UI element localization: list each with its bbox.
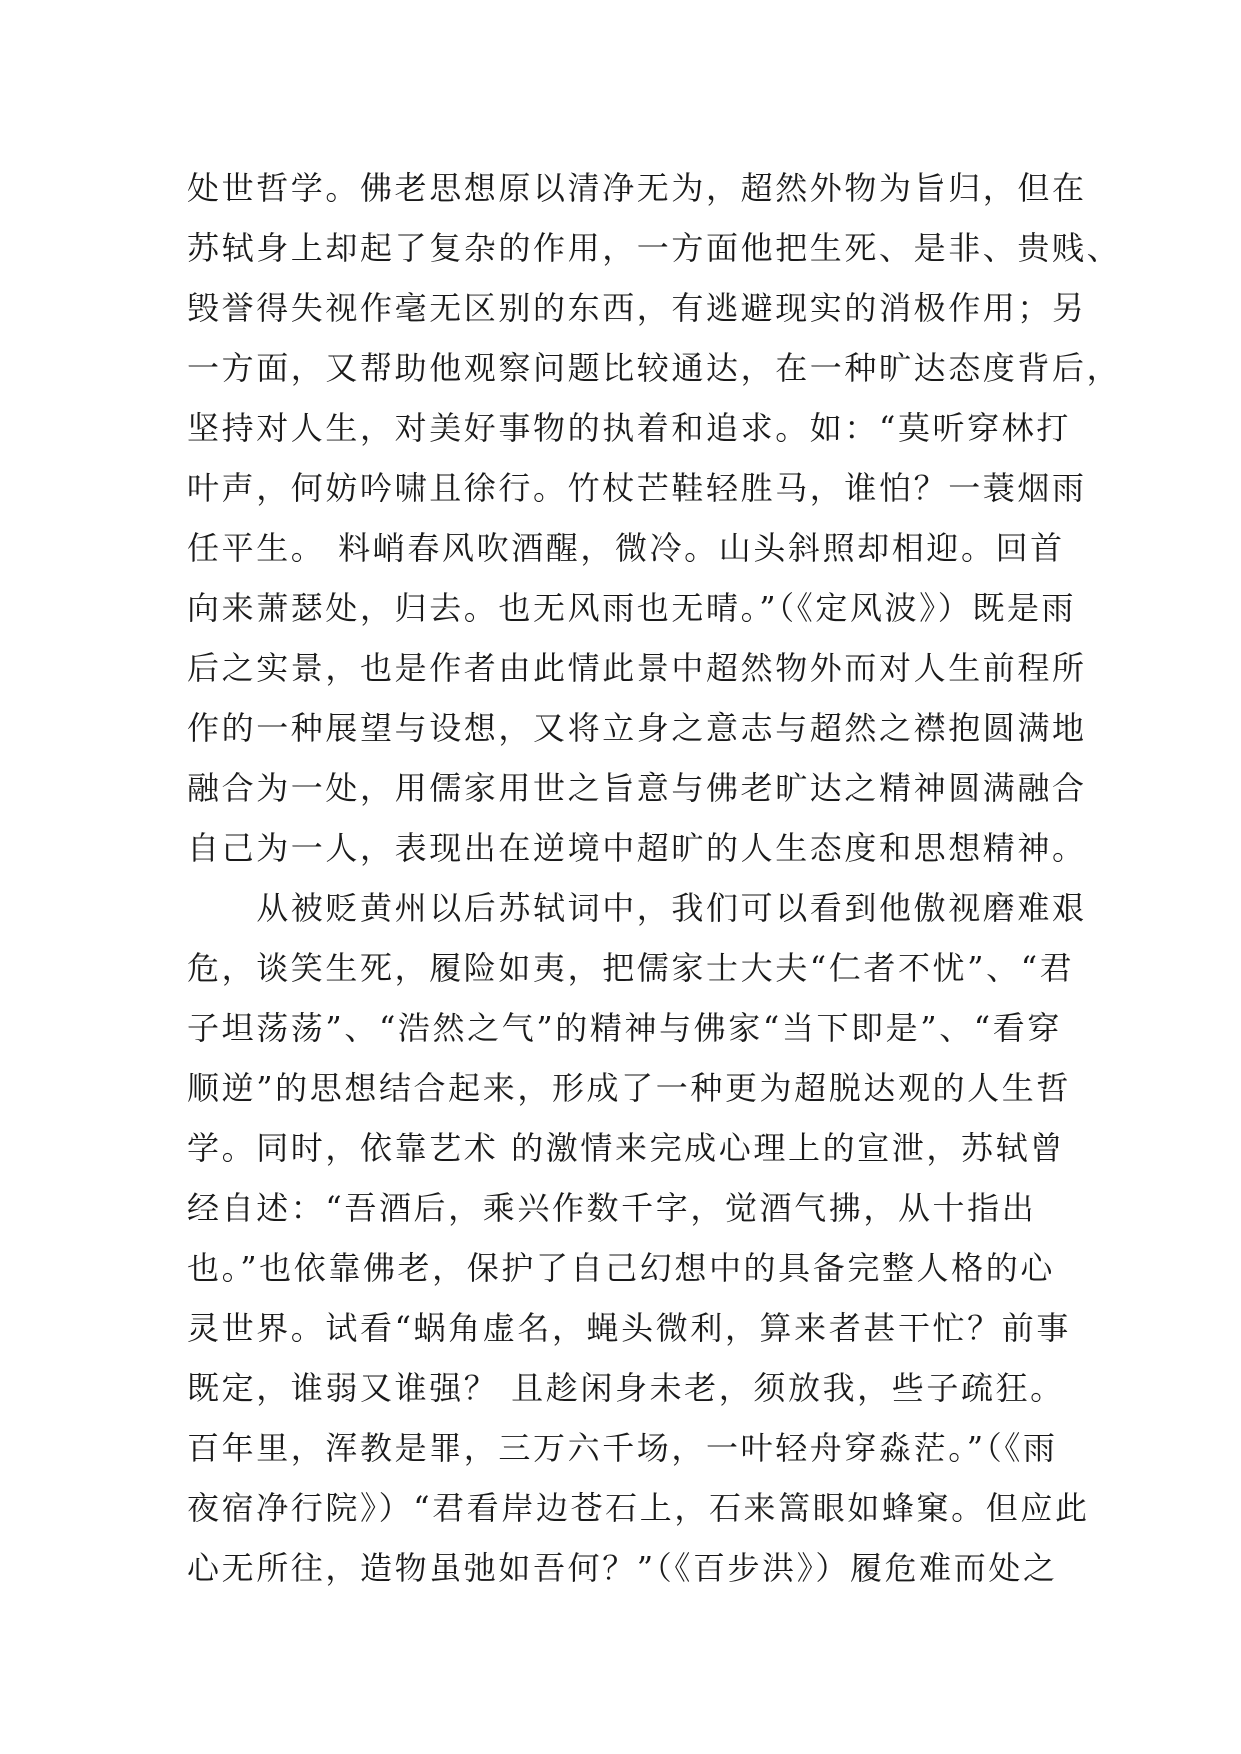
paragraph-start-line: 从被贬黄州以后苏轼词中，我们可以看到他傲视磨难艰 <box>187 889 1087 927</box>
text-line: 叶声，何妨吟啸且徐行。竹杖芒鞋轻胜马，谁怕？一蓑烟雨 <box>187 469 1087 507</box>
text-line: 心无所往，造物虽弛如吾何？”（《百步洪》）履危难而处之 <box>187 1549 1058 1587</box>
text-line: 自己为一人，表现出在逆境中超旷的人生态度和思想精神。 <box>187 829 1087 867</box>
text-line: 也。”也依靠佛老，保护了自己幻想中的具备完整人格的心 <box>187 1249 1055 1287</box>
text-line: 作的一种展望与设想，又将立身之意志与超然之襟抱圆满地 <box>187 709 1087 747</box>
text-line: 夜宿净行院》）“君看岸边苍石上，石来篙眼如蜂窠。但应此 <box>187 1489 1090 1527</box>
text-line: 后之实景，也是作者由此情此景中超然物外而对人生前程所 <box>187 649 1087 687</box>
text-line: 学。同时，依靠艺术 的激情来完成心理上的宣泄，苏轼曾 <box>187 1129 1065 1167</box>
text-line: 危，谈笑生死，履险如夷，把儒家士大夫“仁者不忧”、“君 <box>187 949 1075 987</box>
text-line: 处世哲学。佛老思想原以清净无为，超然外物为旨归，但在 <box>187 169 1087 207</box>
text-line: 苏轼身上却起了复杂的作用，一方面他把生死、是非、贵贱、 <box>187 229 1122 267</box>
text-line: 子坦荡荡”、“浩然之气”的精神与佛家“当下即是”、“看穿 <box>187 1009 1062 1047</box>
text-line: 灵世界。试看“蜗角虚名，蝇头微利，算来者甚干忙？前事 <box>187 1309 1071 1347</box>
text-line: 融合为一处，用儒家用世之旨意与佛老旷达之精神圆满融合 <box>187 769 1087 807</box>
text-line: 任平生。 料峭春风吹酒醒，微冷。山头斜照却相迎。回首 <box>187 529 1065 567</box>
body-text <box>187 158 1122 1598</box>
text-line: 经自述：“吾酒后，乘兴作数千字，觉酒气拂，从十指出 <box>187 1189 1037 1227</box>
text-line: 毁誉得失视作毫无区别的东西，有逃避现实的消极作用；另 <box>187 289 1087 327</box>
text-line: 百年里，浑教是罪，三万六千场，一叶轻舟穿淼茫。”（《雨 <box>187 1429 1058 1467</box>
text-line: 向来萧瑟处，归去。也无风雨也无晴。”（《定风波》）既是雨 <box>187 589 1077 627</box>
text-line: 坚持对人生，对美好事物的执着和追求。如：“莫听穿林打 <box>187 409 1071 447</box>
text-line: 顺逆”的思想结合起来，形成了一种更为超脱达观的人生哲 <box>187 1069 1071 1107</box>
text-line: 一方面，又帮助他观察问题比较通达，在一种旷达态度背后， <box>187 349 1122 387</box>
text-line: 既定，谁弱又谁强？ 且趁闲身未老，须放我，些子疏狂。 <box>187 1369 1065 1407</box>
